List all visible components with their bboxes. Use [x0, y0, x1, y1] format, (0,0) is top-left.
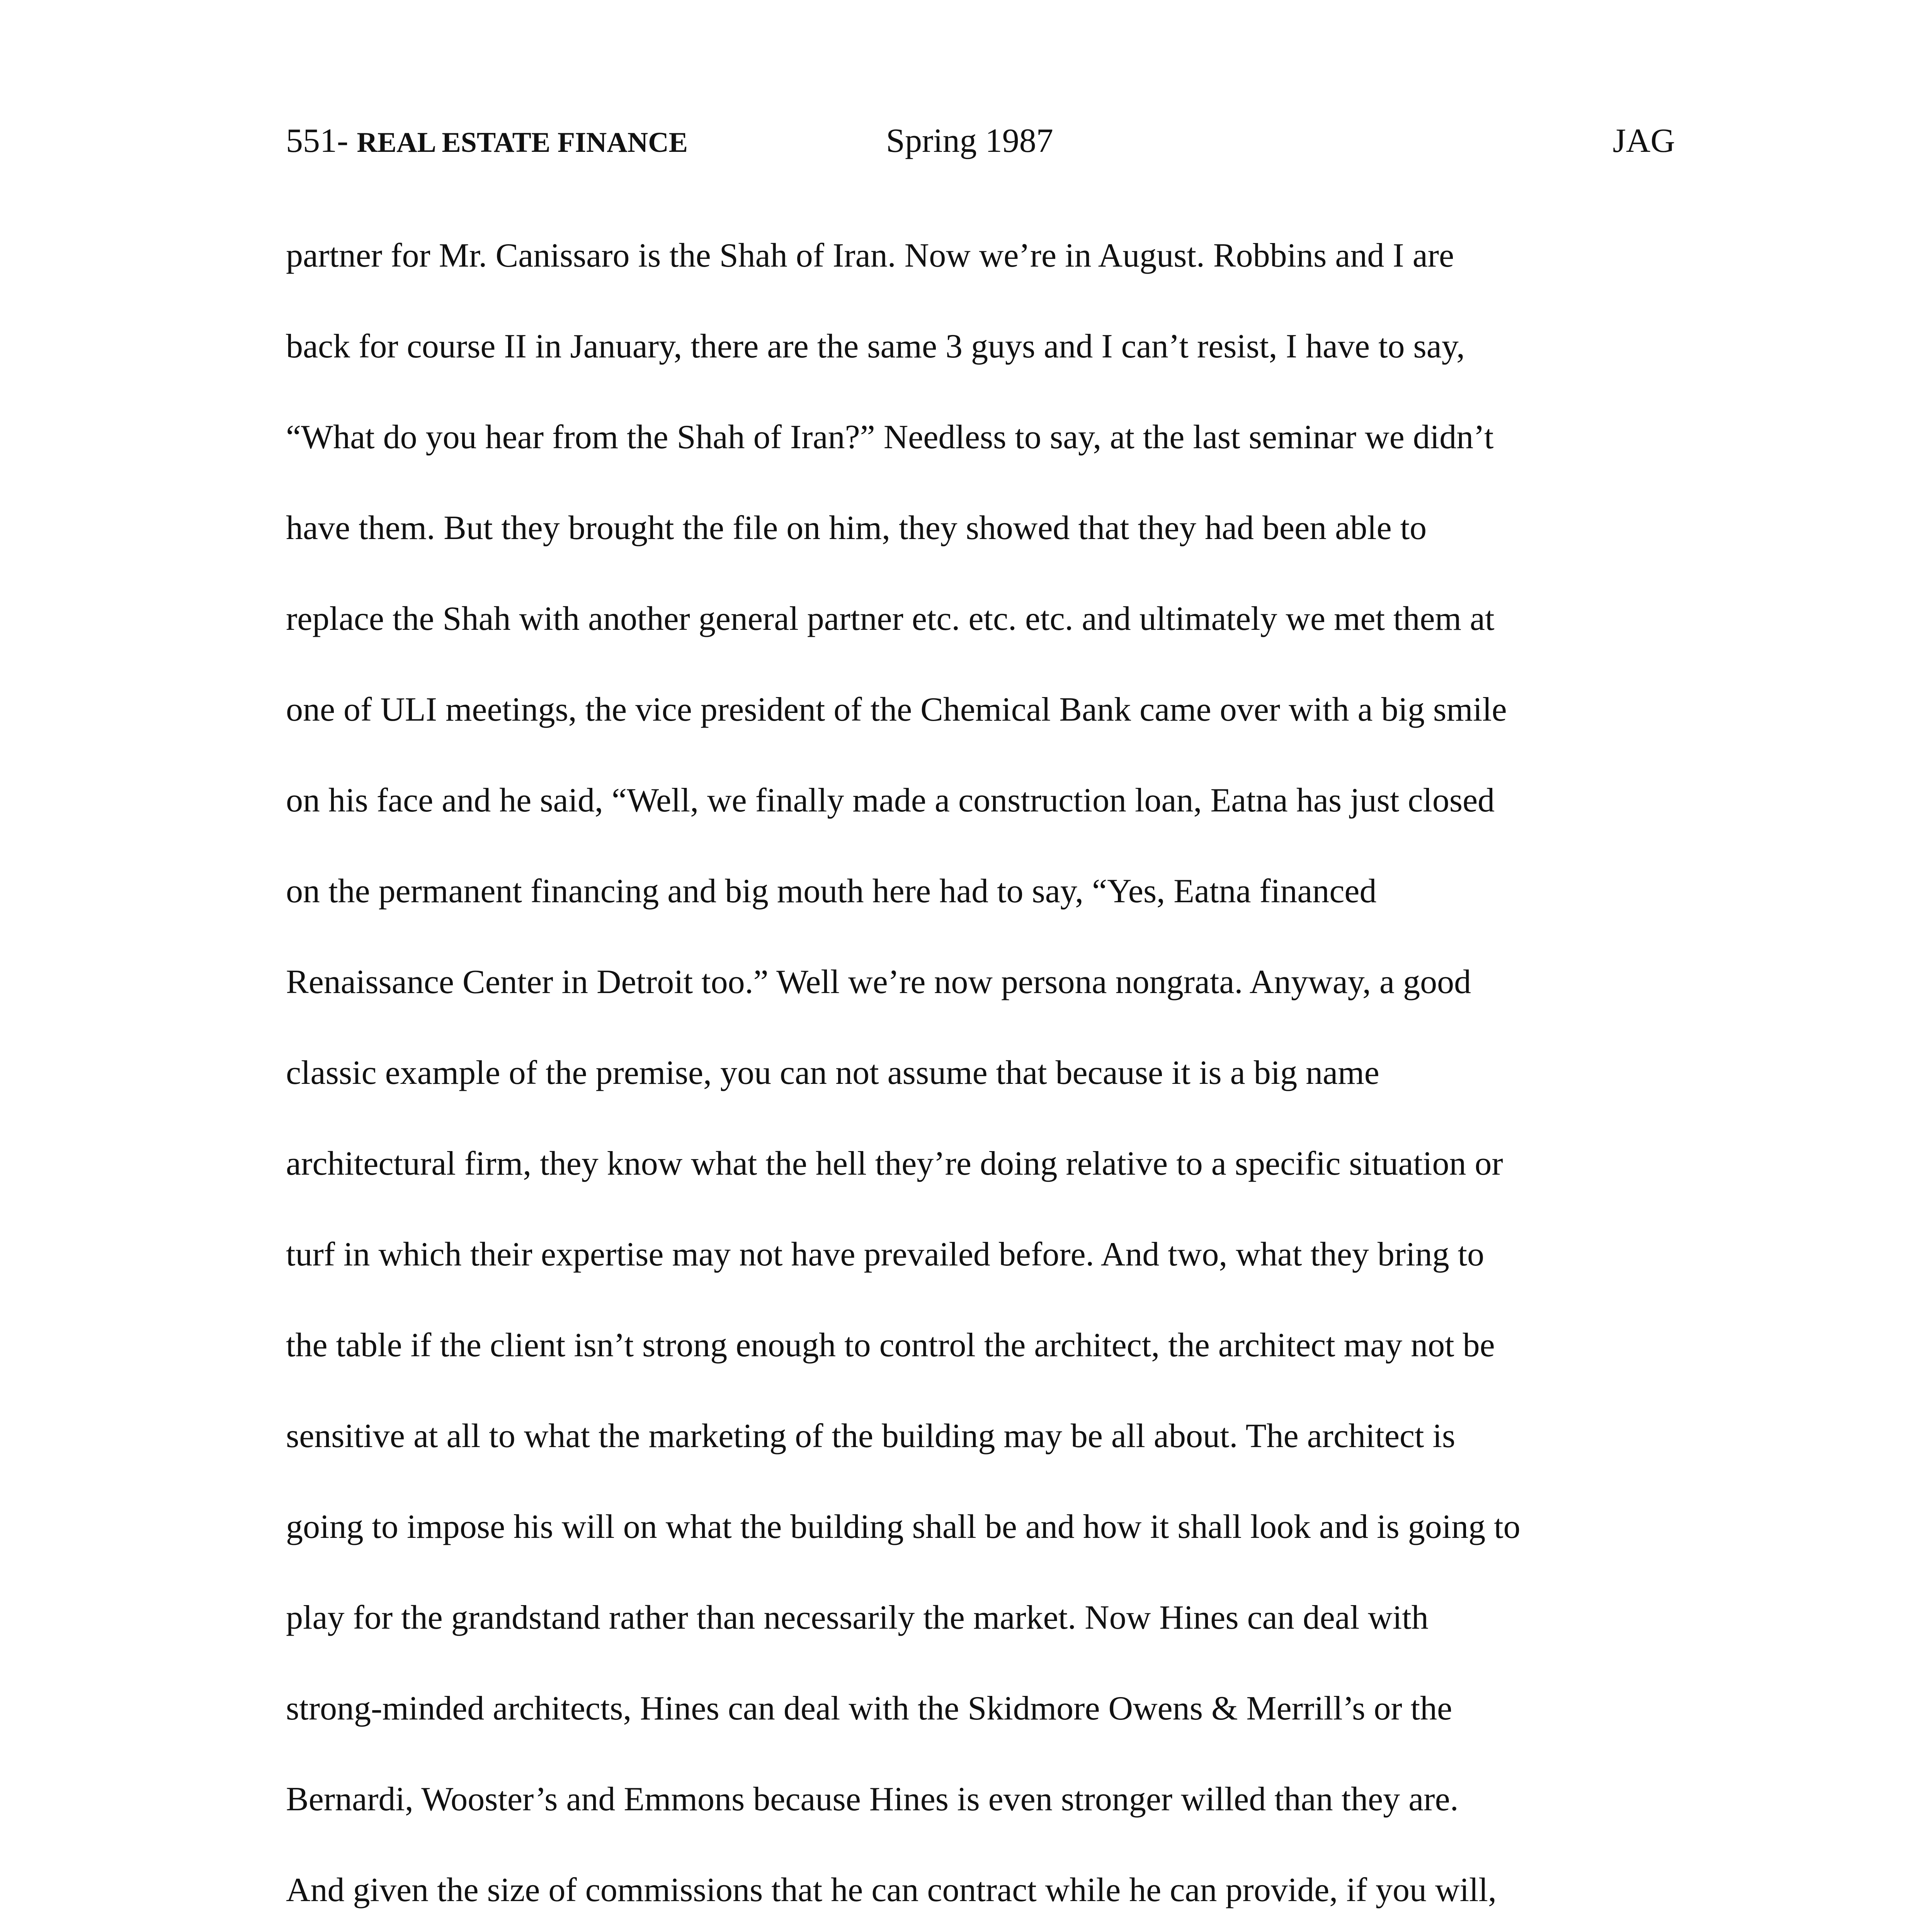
transcript-body	[286, 229, 1685, 1932]
text-line: going to impose his will on what the building shall be and how it shall look and is going to	[286, 1508, 1520, 1546]
text-line: the table if the client isn’t strong enough to control the architect, the architect may not be	[286, 1327, 1495, 1364]
text-line: on his face and he said, “Well, we finally made a construction loan, Eatna has just closed	[286, 782, 1495, 819]
text-line: one of ULI meetings, the vice president of the Chemical Bank came over with a big smile	[286, 691, 1507, 728]
text-line: on the permanent financing and big mouth here had to say, “Yes, Eatna financed	[286, 872, 1377, 910]
course-title: REAL ESTATE FINANCE	[357, 127, 688, 158]
text-line: sensitive at all to what the marketing of the building may be all about. The architect is	[286, 1417, 1456, 1455]
text-line: “What do you hear from the Shah of Iran?” Needless to say, at the last seminar we didn’t	[286, 418, 1494, 456]
text-line: play for the grandstand rather than necessarily the market. Now Hines can deal with	[286, 1599, 1429, 1636]
text-line: strong-minded architects, Hines can deal with the Skidmore Owens & Merrill’s or the	[286, 1690, 1452, 1727]
course-number: 551-	[286, 122, 349, 160]
text-line: Bernardi, Wooster’s and Emmons because Hines is even stronger willed than they are.	[286, 1781, 1459, 1818]
text-line: turf in which their expertise may not have prevailed before. And two, what they bring to	[286, 1236, 1485, 1273]
page-header	[286, 116, 1675, 166]
header-initials: JAG	[1612, 122, 1675, 160]
text-line: have them. But they brought the file on him, they showed that they had been able to	[286, 509, 1427, 547]
text-line: Renaissance Center in Detroit too.” Well we’re now persona nongrata. Anyway, a good	[286, 963, 1471, 1001]
text-line: architectural firm, they know what the hell they’re doing relative to a specific situation or	[286, 1145, 1503, 1182]
text-line: back for course II in January, there are the same 3 guys and I can’t resist, I have to say,	[286, 328, 1465, 365]
text-line: replace the Shah with another general partner etc. etc. etc. and ultimately we met them at	[286, 600, 1495, 638]
text-line: classic example of the premise, you can not assume that because it is a big name	[286, 1054, 1379, 1092]
text-line: partner for Mr. Canissaro is the Shah of Iran. Now we’re in August. Robbins and I are	[286, 237, 1454, 274]
header-term: Spring 1987	[886, 122, 1053, 160]
header-course	[286, 116, 688, 168]
text-line: And given the size of commissions that he can contract while he can provide, if you will,	[286, 1871, 1497, 1909]
